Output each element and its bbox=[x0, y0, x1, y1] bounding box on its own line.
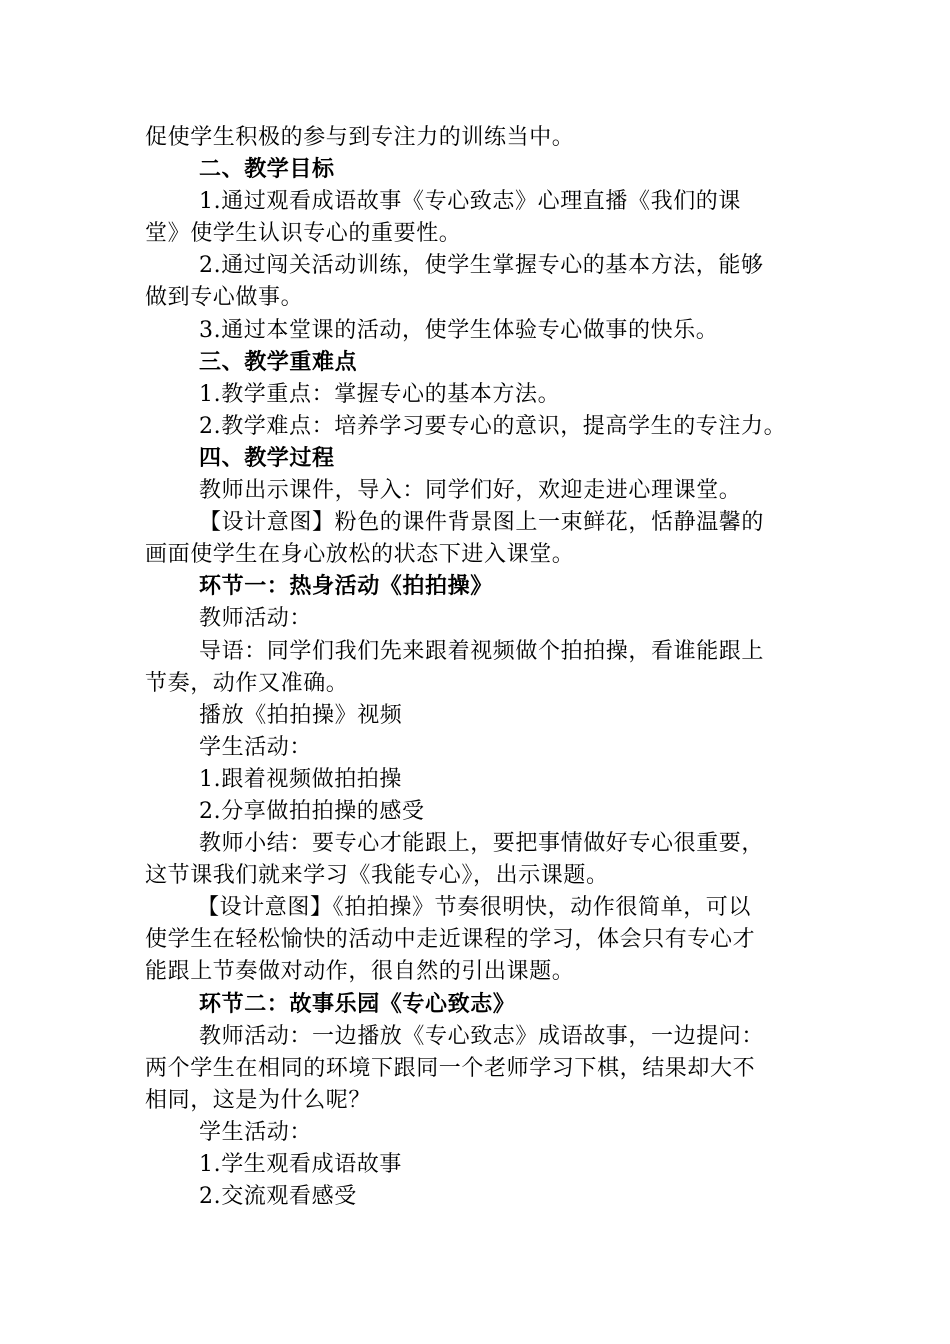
paragraph-line: 1.教学重点：掌握专心的基本方法。 bbox=[199, 381, 561, 407]
paragraph-line: 堂》使学生认识专心的重要性。 bbox=[145, 221, 462, 247]
paragraph-line: 教师出示课件，导入：同学们好，欢迎走进心理课堂。 bbox=[199, 478, 742, 504]
paragraph-line: 画面使学生在身心放松的状态下进入课堂。 bbox=[145, 542, 575, 568]
paragraph-line: 两个学生在相同的环境下跟同一个老师学习下棋，结果却大不 bbox=[145, 1055, 756, 1081]
paragraph-line: 1.跟着视频做拍拍操 bbox=[199, 766, 402, 792]
paragraph-line: 教师小结：要专心才能跟上，要把事情做好专心很重要， bbox=[199, 831, 765, 857]
document-page bbox=[145, 122, 805, 1213]
paragraph-line: 2.交流观看感受 bbox=[199, 1184, 357, 1210]
section-heading: 环节二：故事乐园《专心致志》 bbox=[199, 991, 516, 1017]
paragraph-line: 【设计意图】《拍拍操》节奏很明快，动作很简单，可以 bbox=[197, 895, 752, 921]
section-heading: 二、教学目标 bbox=[199, 157, 335, 183]
paragraph-line: 3.通过本堂课的活动，使学生体验专心做事的快乐。 bbox=[199, 317, 719, 343]
paragraph-line: 1.学生观看成语故事 bbox=[199, 1152, 402, 1177]
paragraph-line: 这节课我们就来学习《我能专心》，出示课题。 bbox=[145, 863, 609, 889]
paragraph-line: 2.通过闯关活动训练，使学生掌握专心的基本方法，能够 bbox=[199, 253, 764, 279]
paragraph-line: 教师活动：一边播放《专心致志》成语故事，一边提问： bbox=[199, 1023, 765, 1049]
paragraph-line: 能跟上节奏做对动作，很自然的引出课题。 bbox=[145, 959, 575, 985]
section-heading: 三、教学重难点 bbox=[199, 349, 358, 375]
paragraph-line: 【设计意图】粉色的课件背景图上一束鲜花，恬静温馨的 bbox=[199, 510, 765, 536]
paragraph-line: 1.通过观看成语故事《专心致志》心理直播《我们的课 bbox=[199, 189, 741, 215]
paragraph-line: 学生活动： bbox=[199, 734, 313, 760]
paragraph-line: 导语：同学们我们先来跟着视频做个拍拍操，看谁能跟上 bbox=[199, 638, 765, 664]
section-heading: 环节一：热身活动《拍拍操》 bbox=[199, 574, 493, 600]
paragraph-line: 节奏，动作又准确。 bbox=[145, 670, 349, 696]
paragraph-line: 使学生在轻松愉快的活动中走近课程的学习，体会只有专心才 bbox=[145, 927, 756, 953]
paragraph-line: 2.教学难点：培养学习要专心的意识，提高学生的专注力。 bbox=[199, 413, 787, 439]
paragraph-line: 教师活动： bbox=[199, 606, 313, 632]
paragraph-line: 促使学生积极的参与到专注力的训练当中。 bbox=[145, 125, 575, 150]
paragraph-line: 做到专心做事。 bbox=[145, 285, 304, 311]
paragraph-line: 学生活动： bbox=[199, 1119, 313, 1145]
section-heading: 四、教学过程 bbox=[199, 445, 335, 471]
paragraph-line: 播放《拍拍操》视频 bbox=[199, 702, 403, 728]
paragraph-line: 相同，这是为什么呢？ bbox=[145, 1087, 372, 1113]
paragraph-line: 2.分享做拍拍操的感受 bbox=[199, 798, 425, 824]
